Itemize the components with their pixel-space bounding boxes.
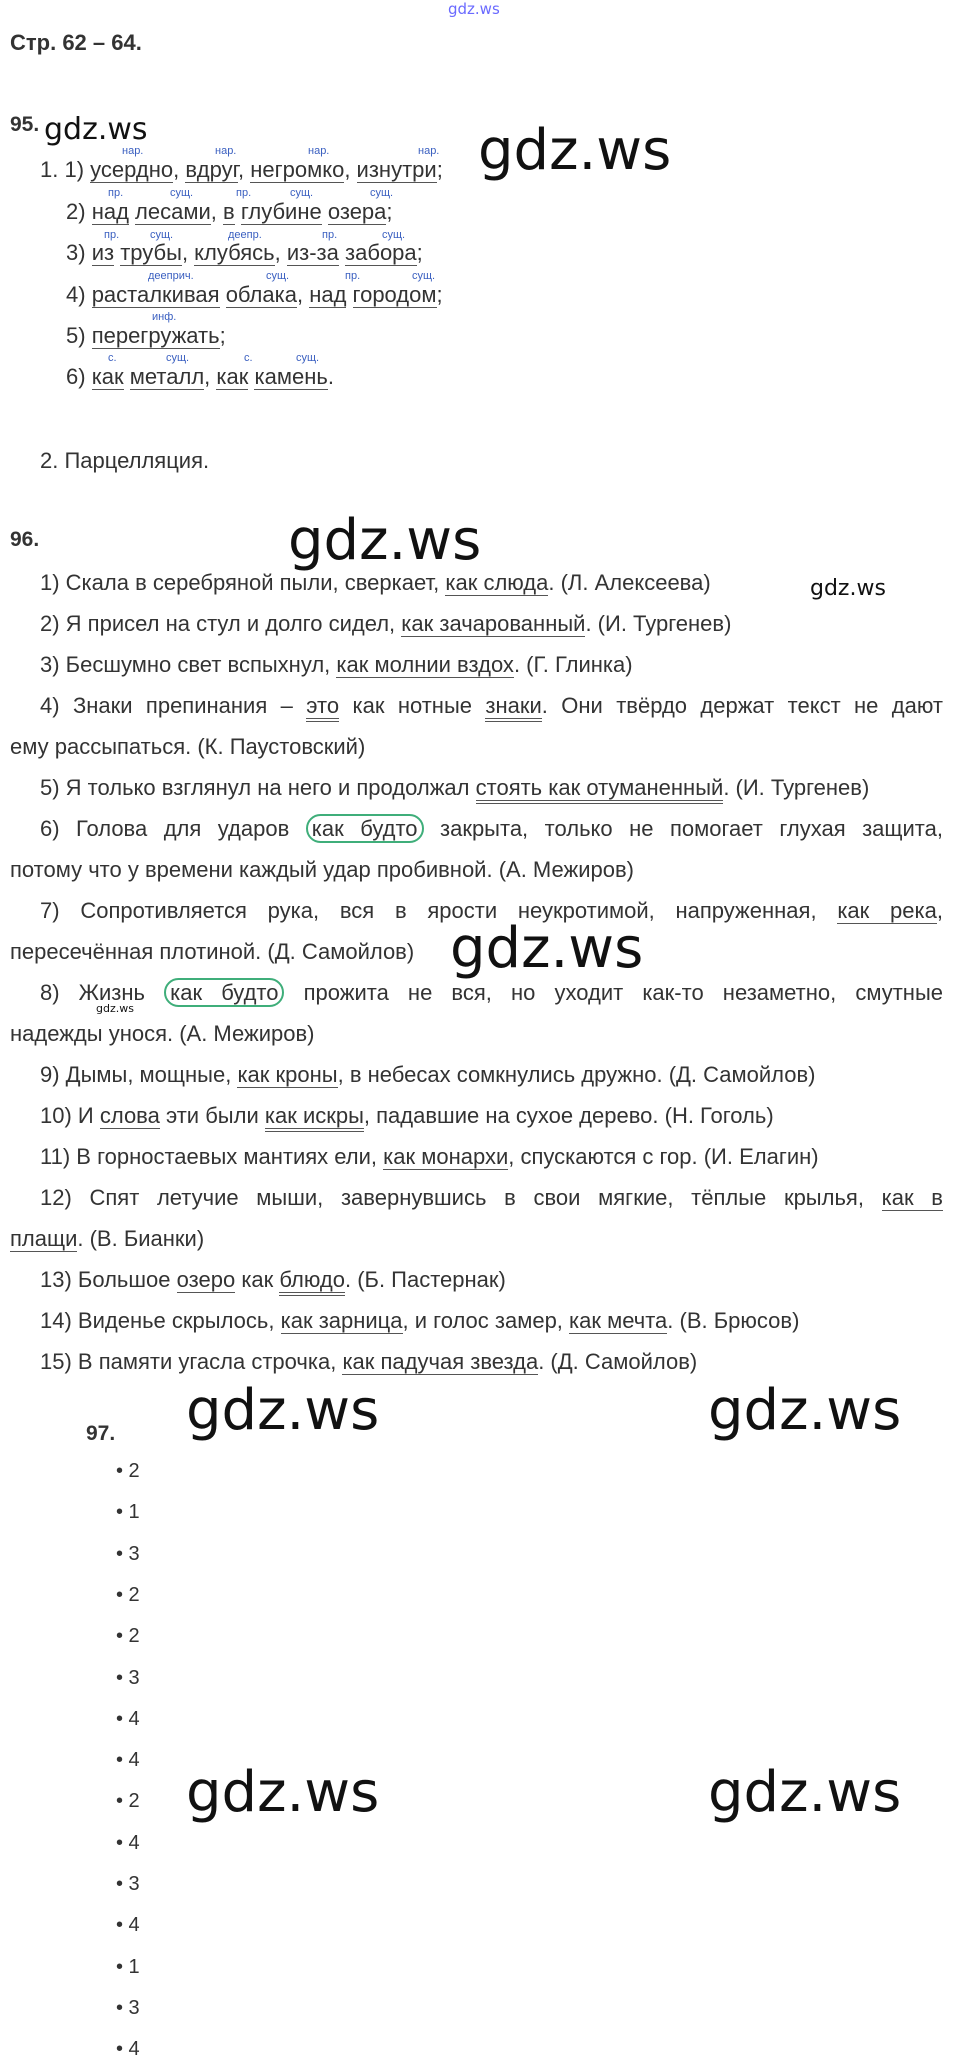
ex96-sentence-2: 2) Я присел на стул и долго сидел, как зачарованный. (И. Тургенев) (40, 611, 732, 636)
pos-label: пр. (236, 187, 252, 199)
watermark: gdz.ws (186, 1378, 380, 1443)
watermark: gdz.ws (44, 112, 148, 147)
watermark: gdz.ws (708, 1760, 902, 1825)
ex95-item-1: 1. 1) усердно, вдруг, негромко, изнутри; (40, 157, 443, 182)
ex97-answer-item: • 3 (116, 1666, 140, 1689)
ex97-answer-item: • 2 (116, 1583, 140, 1606)
watermark: gdz.ws (810, 576, 886, 601)
ex95-item-5: 5) перегружать; (66, 323, 226, 348)
ex97-answer-item: • 3 (116, 1996, 140, 2019)
watermark: gdz.ws (478, 118, 672, 183)
ex97-answer-item: • 3 (116, 1873, 140, 1895)
pos-label: сущ. (370, 187, 394, 199)
pos-label: сущ. (296, 352, 320, 364)
pos-label: сущ. (170, 187, 194, 199)
ex95-item-2: 2) над лесами, в глубине озера; (66, 199, 393, 224)
exercise-97-number: 97. (86, 1422, 116, 1445)
pos-label: пр. (104, 229, 120, 241)
pos-label: дееприч. (148, 270, 194, 282)
ex95-part-2: 2. Парцелляция. (40, 448, 210, 473)
pos-label: нар. (215, 145, 237, 157)
ex97-answer-item: • 4 (116, 2038, 140, 2061)
ex95-item-3: 3) из трубы, клубясь, из-за забора; (66, 240, 423, 265)
ex96-sentence-12: 12) Спят летучие мыши, завернувшись в свои мягкие, тёплые крылья, как в (40, 1185, 943, 1210)
ex96-sentence-4: 4) Знаки препинания – это как нотные знаки. Они твёрдо держат текст не дают (10, 691, 943, 721)
ex96-sentence-1: 1) Скала в серебряной пыли, сверкает, как слюда. (Л. Алексеева) (40, 570, 711, 595)
ex96-sentence-13: 13) Большое озеро как блюдо. (Б. Пастернак) (40, 1265, 506, 1295)
pos-label: пр. (108, 187, 124, 199)
watermark: gdz.ws (96, 1002, 134, 1015)
ex96-sentence-5: 5) Я только взглянул на него и продолжал стоять как отуманенный. (И. Тургенев) (40, 773, 869, 803)
ex96-sentence-14: 14) Виденье скрылось, как зарница, и голос замер, как мечта. (В. Брюсов) (40, 1308, 800, 1333)
watermark: gdz.ws (708, 1378, 902, 1443)
ex96-sentence-4-cont: ему рассыпаться. (К. Паустовский) (10, 734, 366, 759)
ex97-answer-item: • 1 (116, 1955, 140, 1978)
watermark: gdz.ws (186, 1760, 380, 1825)
ex96-sentence-9: 9) Дымы, мощные, как кроны, в небесах сомкнулись дружно. (Д. Самойлов) (40, 1062, 816, 1087)
page-reference: Стр. 62 – 64. (10, 30, 142, 55)
pos-label: сущ. (266, 270, 290, 282)
ex97-answer-item: • 2 (116, 1625, 140, 1648)
ex96-sentence-3: 3) Бесшумно свет вспыхнул, как молнии вздох. (Г. Глинка) (40, 652, 633, 677)
watermark: gdz.ws (450, 916, 644, 981)
ex97-answer-item: • 4 (116, 1914, 140, 1937)
ex96-sentence-8: 8) Жизнь как будто прожита не вся, но уходит как-то незаметно, смутные (40, 980, 943, 1005)
ex96-sentence-6-cont: потому что у времени каждый удар пробивной. (А. Межиров) (10, 857, 634, 882)
ex96-sentence-8-cont: надежды унося. (А. Межиров) (10, 1021, 315, 1046)
top-watermark: gdz.ws (448, 0, 500, 18)
pos-label: с. (244, 352, 253, 364)
pos-label: сущ. (382, 229, 406, 241)
ex96-sentence-7: 7) Сопротивляется рука, вся в ярости неукротимой, напруженная, как река, (40, 898, 943, 923)
pos-label: сущ. (150, 229, 174, 241)
ex96-sentence-6: 6) Голова для ударов как будто закрыта, только не помогает глухая защита, (40, 816, 943, 841)
ex96-sentence-15: 15) В памяти угасла строчка, как падучая звезда. (Д. Самойлов) (40, 1349, 698, 1374)
pos-label: пр. (345, 270, 361, 282)
pos-label: нар. (122, 145, 144, 157)
ex96-sentence-11: 11) В горностаевых мантиях ели, как монархи, спускаются с гор. (И. Елагин) (40, 1144, 819, 1169)
ex96-sentence-7-cont: пересечённая плотиной. (Д. Самойлов) (10, 939, 415, 964)
ex95-item-6: 6) как металл, как камень. (66, 364, 334, 389)
pos-label: сущ. (290, 187, 314, 199)
ex97-answer-item: • 2 (116, 1460, 140, 1482)
pos-label: пр. (322, 229, 338, 241)
pos-label: инф. (152, 311, 177, 323)
ex96-sentence-10: 10) И слова эти были как искры, падавшие на сухое дерево. (Н. Гоголь) (40, 1101, 774, 1131)
ex96-sentence-12-cont: плащи. (В. Бианки) (10, 1226, 205, 1251)
pos-label: сущ. (412, 270, 436, 282)
exercise-95-number: 95. (10, 113, 40, 136)
pos-label: нар. (418, 145, 440, 157)
ex97-answer-item: • 3 (116, 1542, 140, 1565)
ex97-answer-item: • 4 (116, 1831, 140, 1854)
pos-label: нар. (308, 145, 330, 157)
ex97-answer-item: • 4 (116, 1749, 140, 1772)
ex95-item-4: 4) расталкивая облака, над городом; (66, 282, 443, 307)
ex97-answer-item: • 2 (116, 1790, 140, 1813)
exercise-96-number: 96. (10, 528, 40, 551)
ex97-answer-item: • 1 (116, 1501, 140, 1524)
watermark: gdz.ws (288, 508, 482, 573)
pos-label: сущ. (166, 352, 190, 364)
ex97-answer-item: • 4 (116, 1707, 140, 1730)
pos-label: деепр. (228, 229, 262, 241)
pos-label: с. (108, 352, 117, 364)
